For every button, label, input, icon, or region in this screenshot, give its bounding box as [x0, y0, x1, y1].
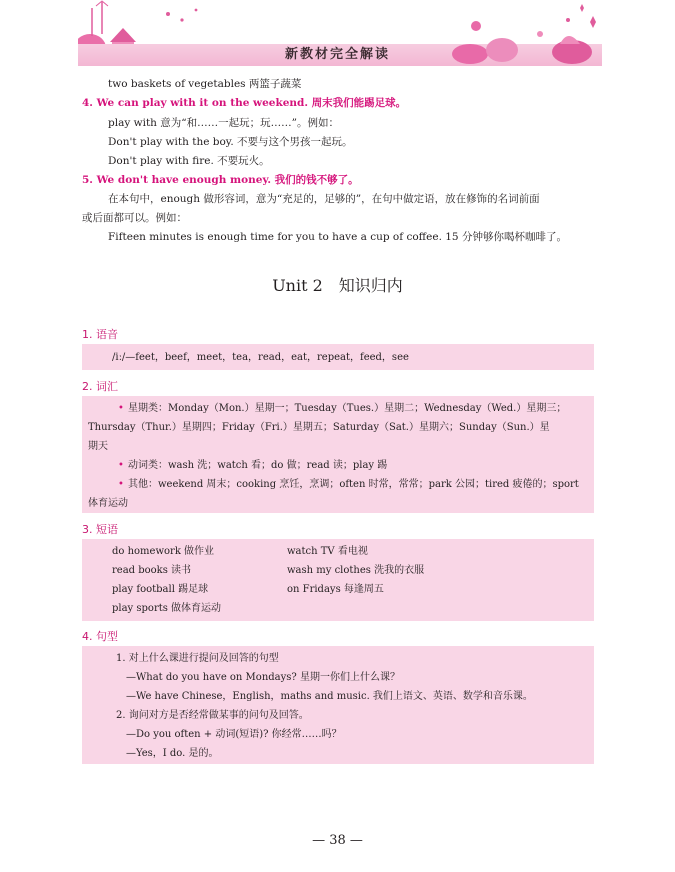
- phrase-item: wash my clothes 洗我的衣服: [287, 565, 425, 576]
- vocabulary-box: [82, 396, 594, 513]
- sentence-line: —We have Chinese，English，maths and music. 我们上语文、英语、数学和音乐课。: [126, 691, 533, 702]
- phonetics-line: /iː/—feet，beef，meet，tea，read，eat，repeat，feed，see: [112, 352, 409, 363]
- bullet-icon: •: [118, 479, 124, 490]
- vocabulary-line: 体育运动: [88, 498, 128, 509]
- phonetics-box: [82, 344, 594, 370]
- vocabulary-line: 动词类：wash 洗；watch 看；do 做；read 读；play 踢: [128, 460, 388, 471]
- phrase-item: do homework 做作业: [112, 546, 215, 557]
- bullet-icon: •: [118, 403, 124, 414]
- phrase-item: on Fridays 每逢周五: [287, 584, 384, 595]
- section-heading-phrases: 3. 短语: [82, 523, 118, 536]
- item-4-line: play with 意为“和……一起玩；玩……”。例如：: [108, 117, 340, 129]
- phrase-item: play sports 做体育运动: [112, 603, 222, 614]
- page-number: — 38 —: [312, 833, 363, 848]
- vocabulary-line: 其他：weekend 周末；cooking 烹饪，烹调；often 时常，常常；park 公园；tired 疲倦的；sport: [128, 479, 579, 490]
- vocabulary-line: 期天: [88, 441, 108, 452]
- page-header: [0, 0, 675, 74]
- bullet-icon: •: [118, 460, 124, 471]
- phrase-item: play football 踢足球: [112, 584, 209, 595]
- item-4-line: Don't play with the boy. 不要与这个男孩一起玩。: [108, 136, 353, 148]
- vocab-line: two baskets of vegetables 两篮子蔬菜: [108, 78, 302, 90]
- sentence-line: 1. 对上什么课进行提问及回答的句型: [116, 653, 279, 664]
- section-heading-sentences: 4. 句型: [82, 630, 118, 643]
- item-4-heading: 4. We can play with it on the weekend. 周末我们能踢足球。: [82, 97, 407, 109]
- phrases-box: [82, 539, 594, 621]
- item-5-line: Fifteen minutes is enough time for you to have a cup of coffee. 15 分钟够你喝杯咖啡了。: [108, 231, 567, 243]
- vocabulary-line: 星期类：Monday（Mon.）星期一；Tuesday（Tues.）星期二；Wednesday（Wed.）星期三；: [128, 403, 567, 414]
- sentence-line: —What do you have on Mondays? 星期一你们上什么课？: [126, 672, 400, 683]
- sentence-line: —Do you often + 动词(短语)? 你经常……吗？: [126, 729, 342, 740]
- section-heading-vocabulary: 2. 词汇: [82, 380, 118, 393]
- section-heading-phonetics: 1. 语音: [82, 328, 118, 341]
- item-5-line: 在本句中，enough 做形容词，意为“充足的，足够的”，在句中做定语，放在修饰的名词前面: [108, 193, 540, 205]
- sentence-line: —Yes，I do. 是的。: [126, 748, 219, 759]
- phrase-item: watch TV 看电视: [287, 546, 368, 557]
- phrase-item: read books 读书: [112, 565, 192, 576]
- vocabulary-line: Thursday（Thur.）星期四；Friday（Fri.）星期五；Saturday（Sat.）星期六；Sunday（Sun.）星: [88, 422, 550, 433]
- item-4-line: Don't play with fire. 不要玩火。: [108, 155, 270, 167]
- sentence-line: 2. 询问对方是否经常做某事的问句及回答。: [116, 710, 309, 721]
- item-5-line: 或后面都可以。例如：: [82, 212, 187, 224]
- header-title: 新教材完全解读: [284, 47, 390, 62]
- unit-title: Unit 2 知识归内: [272, 276, 403, 295]
- item-5-heading: 5. We don't have enough money. 我们的钱不够了。: [82, 174, 359, 186]
- sentences-box: [82, 646, 594, 764]
